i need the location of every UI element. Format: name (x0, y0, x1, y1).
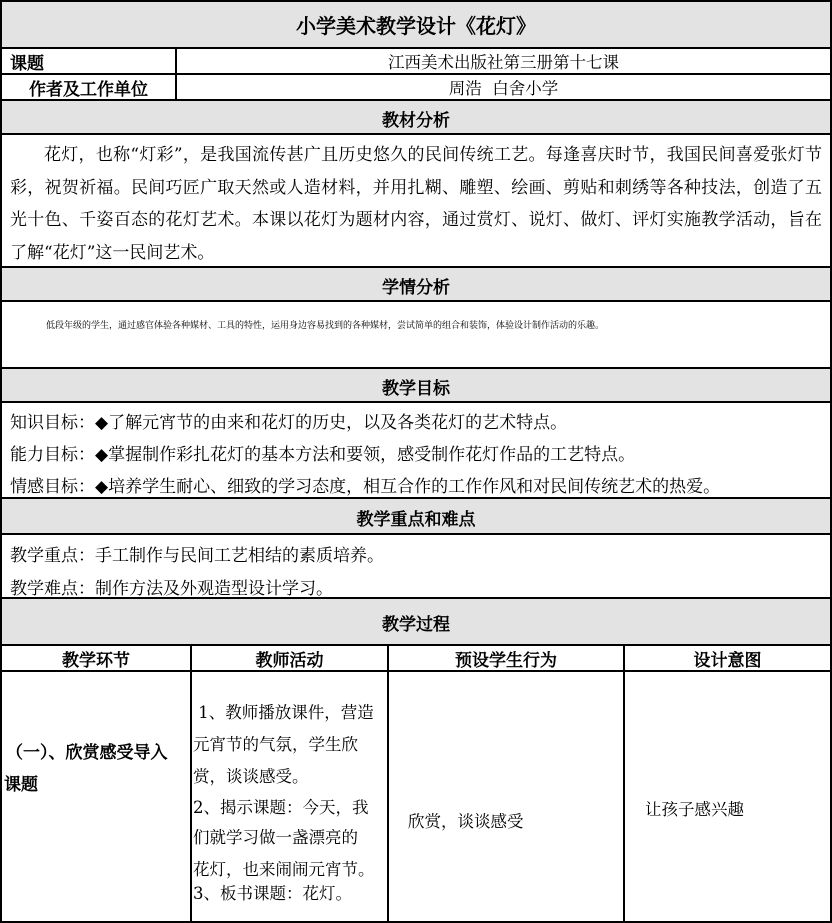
column-header-stage: 教学环节 (62, 650, 130, 671)
knowledge-goal: 知识目标：◆了解元宵节的由来和花灯的历史，以及各类花灯的艺术特点。 (10, 413, 568, 433)
rule (0, 367, 832, 369)
student-behavior: 欣赏，谈谈感受 (408, 812, 524, 831)
author-value: 周浩 白舍小学 (448, 79, 559, 98)
teacher-activity-line: 元宵节的气氛，学生欣 (193, 735, 358, 754)
ability-goal: 能力目标：◆掌握制作彩扎花灯的基本方法和要领，感受制作花灯作品的工艺特点。 (10, 445, 636, 465)
stage-name: （一）、欣赏感受导入 (6, 743, 168, 763)
teaching-difficulty: 教学难点：制作方法及外观造型设计学习。 (10, 579, 333, 599)
textbook-analysis-text: 花灯，也称“灯彩”，是我国流传甚广且历史悠久的民间传统工艺。每逢喜庆时节，我国民间喜爱张灯节彩，祝贺祈福。民间巧匠广取天然或人造材料，并用扎糊、雕塑、绘画、剪贴和刺绣等各种技法，创造了五光十色、千姿百态的花灯艺术。本课以花灯为题材内容，通过赏灯、说灯、做灯、评灯实施教学活动，旨在了解“花灯”这一民间艺术。 (10, 145, 822, 263)
textbook-analysis-heading: 教材分析 (382, 110, 450, 131)
column-header-student: 预设学生行为 (455, 650, 557, 671)
emotion-goal: 情感目标：◆培养学生耐心、细致的学习态度，相互合作的工作作风和对民间传统艺术的热爱。 (10, 477, 721, 497)
teacher-activity-line: 3、板书课题：花灯。 (193, 884, 352, 903)
teacher-activity-line: 花灯，也来闹闹元宵节。 (193, 860, 375, 879)
rule (190, 644, 192, 923)
lesson-value: 江西美术出版社第三册第十七课 (388, 53, 619, 72)
rule (0, 0, 2, 923)
rule (623, 644, 625, 923)
column-header-intent: 设计意图 (693, 650, 762, 671)
goals-heading: 教学目标 (382, 378, 450, 399)
author-label: 作者及工作单位 (29, 79, 148, 100)
teaching-focus: 教学重点：手工制作与民间工艺相结的素质培养。 (10, 546, 384, 566)
teacher-activity-line: 们就学习做一盏漂亮的 (193, 828, 358, 847)
process-heading: 教学过程 (382, 615, 450, 635)
student-analysis-text: 低段年级的学生，通过感官体验各种媒材、工具的特性，运用身边容易找到的各种媒材，尝试简单的组合和装饰，体验设计制作活动的乐趣。 (46, 321, 605, 331)
stage-name-cont: 课题 (4, 775, 38, 795)
teacher-activity-line: 1、教师播放课件，营造 (193, 703, 374, 722)
teacher-activity-line: 2、揭示课题：今天，我 (193, 798, 369, 817)
design-intent: 让孩子感兴趣 (645, 800, 744, 819)
rule (0, 497, 832, 499)
key-points-heading: 教学重点和难点 (356, 509, 476, 530)
student-analysis-heading: 学情分析 (382, 277, 450, 298)
lesson-label: 课题 (10, 53, 44, 74)
teacher-activity-line: 赏，谈谈感受。 (193, 767, 309, 786)
page-title: 小学美术教学设计《花灯》 (296, 14, 536, 38)
column-header-teacher: 教师活动 (255, 650, 324, 671)
rule (387, 644, 389, 923)
